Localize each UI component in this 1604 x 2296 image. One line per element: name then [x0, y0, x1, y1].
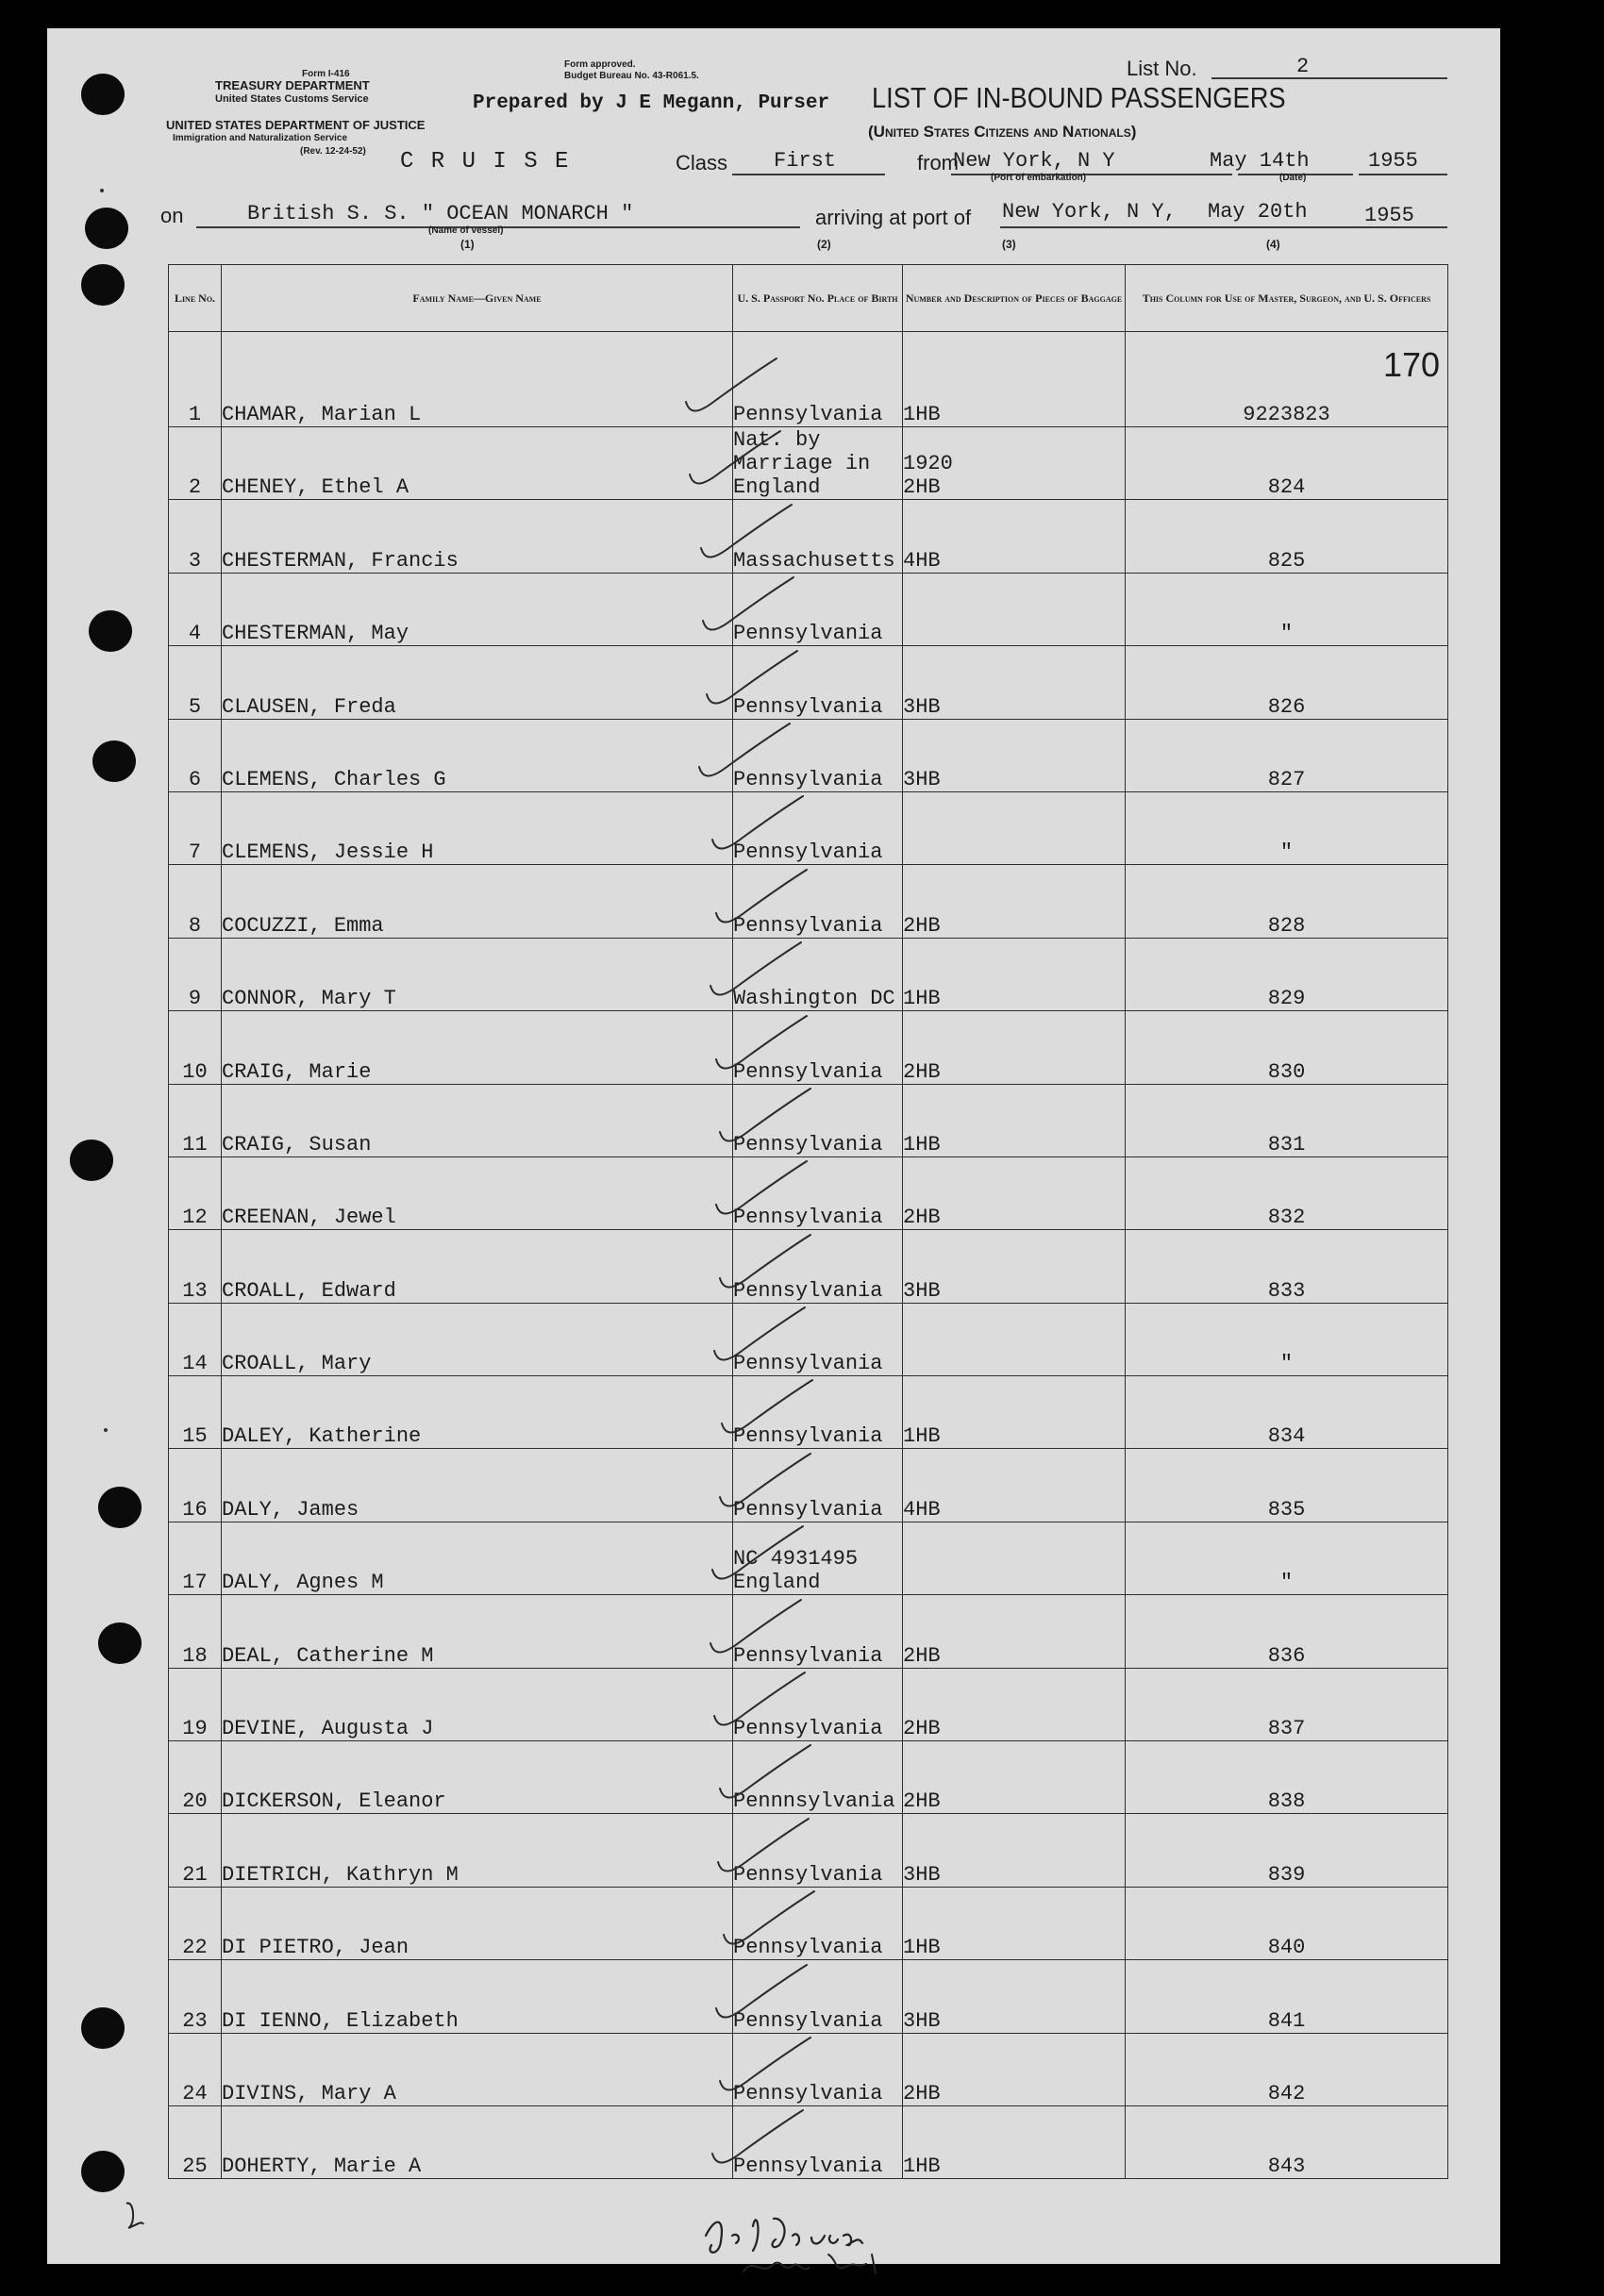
baggage-count: 1HB — [903, 1936, 941, 1960]
birthplace: Pennsylvania — [733, 840, 883, 865]
birthplace: Pennsylvania — [733, 1059, 883, 1084]
baggage — [903, 719, 1126, 791]
arrival-port: New York, N Y, — [1002, 200, 1177, 224]
table-row — [169, 1741, 1448, 1814]
passenger-name: CHESTERMAN, Francis — [222, 500, 733, 573]
passenger-name: DICKERSON, Eleanor — [222, 1741, 733, 1814]
passport-note: Nat. by Marriage in — [733, 428, 871, 476]
baggage-count: 2HB — [903, 1789, 941, 1814]
passenger-name: CHAMAR, Marian L — [222, 332, 733, 427]
col-num-1: (1) — [460, 238, 475, 251]
line-number: 25 — [169, 2105, 222, 2178]
baggage-count: 1HB — [903, 2155, 941, 2179]
line-number: 18 — [169, 1595, 222, 1668]
passenger-name: DI IENNO, Elizabeth — [222, 1960, 733, 2033]
birthplace: Pennsylvania — [733, 913, 883, 938]
line-number: 12 — [169, 1156, 222, 1229]
budget-bureau: Budget Bureau No. 43-R061.5. — [564, 71, 699, 81]
punch-hole-icon — [85, 208, 128, 249]
passenger-name: DALY, James — [222, 1449, 733, 1522]
baggage — [903, 1741, 1126, 1814]
baggage — [903, 1011, 1126, 1084]
table-row — [169, 646, 1448, 719]
line-number: 21 — [169, 1814, 222, 1887]
birthplace: Pennnsylvania — [733, 1789, 895, 1814]
manifest-page — [47, 28, 1500, 2264]
officer-column: 837 — [1126, 1668, 1448, 1740]
passport-birthplace — [733, 2033, 903, 2105]
table-row — [169, 1084, 1448, 1156]
baggage — [903, 1814, 1126, 1887]
officer-column: 9223823 — [1126, 332, 1448, 427]
table-row — [169, 1668, 1448, 1740]
line-number: 15 — [169, 1376, 222, 1449]
passenger-name: CRAIG, Marie — [222, 1011, 733, 1084]
baggage — [903, 938, 1126, 1010]
date-note: (Date) — [1279, 173, 1307, 183]
justice-dept: UNITED STATES DEPARTMENT OF JUSTICE — [166, 118, 426, 132]
treasury-dept: TREASURY DEPARTMENT — [215, 78, 370, 92]
punch-hole-icon — [98, 1487, 142, 1528]
baggage — [903, 1376, 1126, 1449]
header-name: Family Name—Given Name — [222, 265, 733, 332]
officer-column: " — [1126, 1522, 1448, 1594]
arrival-year: 1955 — [1364, 204, 1414, 227]
passenger-name: CHESTERMAN, May — [222, 573, 733, 645]
punch-hole-icon — [81, 2007, 125, 2049]
birthplace: Pennsylvania — [733, 1862, 883, 1887]
line-number: 4 — [169, 573, 222, 645]
revision-date: (Rev. 12-24-52) — [300, 146, 366, 157]
baggage-count: 4HB — [903, 1497, 941, 1522]
baggage — [903, 1084, 1126, 1156]
immigration-service: Immigration and Naturalization Service — [173, 133, 348, 143]
passport-birthplace — [733, 1595, 903, 1668]
birthplace: Pennsylvania — [733, 1936, 883, 1960]
birthplace: Pennsylvania — [733, 2155, 883, 2179]
class-label: Class — [676, 151, 728, 175]
punch-hole-icon — [81, 74, 125, 115]
punch-hole-icon — [81, 2151, 125, 2192]
baggage-count: 4HB — [903, 548, 941, 573]
passenger-table — [168, 264, 1448, 2179]
passenger-name: CONNOR, Mary T — [222, 938, 733, 1010]
class-value: First — [774, 149, 837, 173]
passport-birthplace — [733, 573, 903, 645]
birthplace: Pennsylvania — [733, 767, 883, 791]
line-number: 17 — [169, 1522, 222, 1594]
passport-birthplace — [733, 1814, 903, 1887]
passport-birthplace — [733, 1449, 903, 1522]
baggage — [903, 865, 1126, 938]
line-number: 2 — [169, 427, 222, 500]
table-row — [169, 332, 1448, 427]
baggage-count: 3HB — [903, 767, 941, 791]
baggage-count: 3HB — [903, 1862, 941, 1887]
table-row — [169, 573, 1448, 645]
table-row — [169, 1960, 1448, 2033]
baggage-note: 1920 — [903, 452, 953, 476]
passenger-name: DALY, Agnes M — [222, 1522, 733, 1594]
table-row — [169, 1011, 1448, 1084]
officer-column: 824 — [1126, 427, 1448, 500]
passport-birthplace — [733, 427, 903, 500]
port-embark-note: (Port of embarkation) — [991, 173, 1087, 183]
list-no-label: List No. — [1127, 57, 1197, 80]
passport-birthplace — [733, 938, 903, 1010]
passport-birthplace — [733, 1741, 903, 1814]
baggage-count: 2HB — [903, 1059, 941, 1084]
passenger-name: DOHERTY, Marie A — [222, 2105, 733, 2178]
baggage-count: 2HB — [903, 1717, 941, 1741]
officer-column: 832 — [1126, 1156, 1448, 1229]
form-number: Form I-416 — [302, 69, 350, 79]
table-row — [169, 427, 1448, 500]
passport-birthplace — [733, 646, 903, 719]
officer-column: 828 — [1126, 865, 1448, 938]
birthplace: Washington DC — [733, 987, 895, 1011]
officer-column: 840 — [1126, 1887, 1448, 1959]
birthplace: Pennsylvania — [733, 403, 883, 426]
passenger-name: DIVINS, Mary A — [222, 2033, 733, 2105]
table-row — [169, 2105, 1448, 2178]
prepared-by: Prepared by J E Megann, Purser — [473, 92, 830, 114]
cruise-label: C R U I S E — [400, 149, 571, 175]
document-subtitle: (United States Citizens and Nationals) — [868, 123, 1137, 141]
officer-column: 827 — [1126, 719, 1448, 791]
table-row — [169, 1887, 1448, 1959]
from-year: 1955 — [1368, 149, 1418, 173]
passport-birthplace — [733, 1084, 903, 1156]
punch-hole-icon — [89, 610, 132, 652]
passport-birthplace — [733, 865, 903, 938]
dot-mark — [100, 189, 104, 192]
birthplace: Pennsylvania — [733, 1132, 883, 1156]
baggage — [903, 791, 1126, 864]
passenger-name: DALEY, Katherine — [222, 1376, 733, 1449]
line-number: 3 — [169, 500, 222, 573]
customs-service: United States Customs Service — [215, 93, 369, 105]
passport-birthplace — [733, 1960, 903, 2033]
passport-birthplace — [733, 1011, 903, 1084]
baggage — [903, 1449, 1126, 1522]
baggage-count: 2HB — [903, 1206, 941, 1230]
birthplace: England — [733, 1571, 821, 1595]
baggage — [903, 646, 1126, 719]
table-row — [169, 1522, 1448, 1594]
stamp-number: 170 — [1383, 345, 1441, 384]
header-passport: U. S. Passport No. Place of Birth — [733, 265, 903, 332]
passenger-name: DEVINE, Augusta J — [222, 1668, 733, 1740]
officer-column: 829 — [1126, 938, 1448, 1010]
line-number: 10 — [169, 1011, 222, 1084]
officer-column: 835 — [1126, 1449, 1448, 1522]
passport-birthplace — [733, 2105, 903, 2178]
passport-birthplace — [733, 1887, 903, 1959]
line-number: 5 — [169, 646, 222, 719]
baggage-count: 1HB — [903, 1132, 941, 1156]
officer-column: 839 — [1126, 1814, 1448, 1887]
table-row — [169, 1303, 1448, 1375]
header-officers: This Column for Use of Master, Surgeon, and U. S. Officers — [1126, 265, 1448, 332]
baggage-count: 1HB — [903, 987, 941, 1011]
table-row — [169, 2033, 1448, 2105]
dot-mark — [104, 1428, 108, 1432]
officer-column: " — [1126, 791, 1448, 864]
from-label: from — [917, 151, 959, 175]
passenger-name: CHENEY, Ethel A — [222, 427, 733, 500]
line-number: 9 — [169, 938, 222, 1010]
line-number: 8 — [169, 865, 222, 938]
baggage — [903, 1595, 1126, 1668]
officer-column: 841 — [1126, 1960, 1448, 2033]
table-row — [169, 1156, 1448, 1229]
passenger-name: CROALL, Mary — [222, 1303, 733, 1375]
line-number: 20 — [169, 1741, 222, 1814]
baggage — [903, 1156, 1126, 1229]
birthplace: Pennsylvania — [733, 1352, 883, 1376]
punch-hole-icon — [81, 264, 125, 306]
table-row — [169, 500, 1448, 573]
birthplace: Pennsylvania — [733, 1206, 883, 1230]
line-number: 14 — [169, 1303, 222, 1375]
document-title: LIST OF IN-BOUND PASSENGERS — [872, 81, 1286, 114]
table-row — [169, 719, 1448, 791]
table-row — [169, 938, 1448, 1010]
baggage — [903, 1668, 1126, 1740]
passenger-name: CLAUSEN, Freda — [222, 646, 733, 719]
birthplace: England — [733, 475, 821, 500]
baggage — [903, 500, 1126, 573]
line-number: 1 — [169, 332, 222, 427]
baggage — [903, 1303, 1126, 1375]
passport-birthplace — [733, 719, 903, 791]
passenger-name: CREENAN, Jewel — [222, 1156, 733, 1229]
officer-column: 833 — [1126, 1230, 1448, 1303]
header-baggage: Number and Description of Pieces of Baggage — [903, 265, 1126, 332]
birthplace: Pennsylvania — [733, 694, 883, 719]
baggage-count: 3HB — [903, 694, 941, 719]
table-row — [169, 1230, 1448, 1303]
baggage — [903, 1522, 1126, 1594]
baggage-count: 2HB — [903, 1643, 941, 1668]
passport-birthplace — [733, 1668, 903, 1740]
officer-column: 842 — [1126, 2033, 1448, 2105]
list-no-value: 2 — [1296, 55, 1310, 78]
line-number: 6 — [169, 719, 222, 791]
officer-column: " — [1126, 573, 1448, 645]
passenger-name: CRAIG, Susan — [222, 1084, 733, 1156]
table-row — [169, 1814, 1448, 1887]
baggage — [903, 1960, 1126, 2033]
passport-birthplace — [733, 500, 903, 573]
line-number: 24 — [169, 2033, 222, 2105]
baggage — [903, 573, 1126, 645]
passenger-name: COCUZZI, Emma — [222, 865, 733, 938]
baggage — [903, 332, 1126, 427]
table-row — [169, 791, 1448, 864]
officer-column: 843 — [1126, 2105, 1448, 2178]
table-row — [169, 865, 1448, 938]
punch-hole-icon — [92, 740, 136, 782]
officer-column: 831 — [1126, 1084, 1448, 1156]
passport-birthplace — [733, 332, 903, 427]
passport-birthplace — [733, 1230, 903, 1303]
list-no-line — [1211, 77, 1447, 79]
inspector-signature — [687, 2198, 970, 2283]
baggage-count: 1HB — [903, 403, 941, 426]
baggage — [903, 2033, 1126, 2105]
birthplace: Massachusetts — [733, 548, 895, 573]
passenger-name: DIETRICH, Kathryn M — [222, 1814, 733, 1887]
class-line — [732, 174, 885, 175]
passport-note: NC 4931495 — [733, 1547, 859, 1572]
birthplace: Pennsylvania — [733, 2008, 883, 2033]
birthplace: Pennsylvania — [733, 1497, 883, 1522]
vessel-name: British S. S. " OCEAN MONARCH " — [247, 202, 634, 225]
col-num-3: (3) — [1002, 238, 1016, 251]
baggage — [903, 427, 1126, 500]
officer-column: 825 — [1126, 500, 1448, 573]
passenger-name: DEAL, Catherine M — [222, 1595, 733, 1668]
line-number: 19 — [169, 1668, 222, 1740]
baggage-count: 3HB — [903, 1278, 941, 1303]
birthplace: Pennsylvania — [733, 1424, 883, 1449]
officer-column: 836 — [1126, 1595, 1448, 1668]
arriving-label: arriving at port of — [815, 206, 972, 229]
passenger-name: CLEMENS, Charles G — [222, 719, 733, 791]
form-approved: Form approved. — [564, 59, 636, 70]
line-number: 7 — [169, 791, 222, 864]
margin-mark — [121, 2196, 149, 2234]
birthplace: Pennsylvania — [733, 2081, 883, 2105]
punch-hole-icon — [98, 1622, 142, 1664]
signature-caption — [972, 2254, 976, 2255]
line-number: 16 — [169, 1449, 222, 1522]
passport-birthplace — [733, 1303, 903, 1375]
from-port: New York, N Y — [953, 149, 1115, 173]
birthplace: Pennsylvania — [733, 622, 883, 646]
passport-birthplace — [733, 1376, 903, 1449]
baggage-count: 2HB — [903, 913, 941, 938]
passport-birthplace — [733, 1522, 903, 1594]
officer-column: 826 — [1126, 646, 1448, 719]
birthplace: Pennsylvania — [733, 1717, 883, 1741]
baggage — [903, 1230, 1126, 1303]
table-row — [169, 1449, 1448, 1522]
passport-birthplace — [733, 791, 903, 864]
officer-column: " — [1126, 1303, 1448, 1375]
baggage-count: 3HB — [903, 2008, 941, 2033]
table-row — [169, 1595, 1448, 1668]
baggage-count: 1HB — [903, 1424, 941, 1449]
baggage — [903, 1887, 1126, 1959]
passenger-name: CROALL, Edward — [222, 1230, 733, 1303]
baggage-count: 2HB — [903, 2081, 941, 2105]
birthplace: Pennsylvania — [733, 1643, 883, 1668]
passenger-name: DI PIETRO, Jean — [222, 1887, 733, 1959]
arrival-date: May 20th — [1208, 200, 1308, 224]
officer-column: 838 — [1126, 1741, 1448, 1814]
col-num-4: (4) — [1266, 238, 1280, 251]
punch-hole-icon — [70, 1140, 113, 1181]
year-line — [1359, 174, 1447, 175]
line-number: 11 — [169, 1084, 222, 1156]
line-number: 13 — [169, 1230, 222, 1303]
passport-birthplace — [733, 1156, 903, 1229]
vessel-note: (Name of vessel) — [428, 225, 504, 236]
line-number: 23 — [169, 1960, 222, 2033]
from-date: May 14th — [1210, 149, 1310, 173]
birthplace: Pennsylvania — [733, 1278, 883, 1303]
col-num-2: (2) — [817, 238, 831, 251]
officer-column: 830 — [1126, 1011, 1448, 1084]
header-line-no: Line No. — [169, 265, 222, 332]
line-number: 22 — [169, 1887, 222, 1959]
passenger-name: CLEMENS, Jessie H — [222, 791, 733, 864]
officer-column: 834 — [1126, 1376, 1448, 1449]
on-label: on — [160, 204, 184, 227]
baggage-count: 2HB — [903, 475, 941, 500]
baggage — [903, 2105, 1126, 2178]
table-row — [169, 1376, 1448, 1449]
